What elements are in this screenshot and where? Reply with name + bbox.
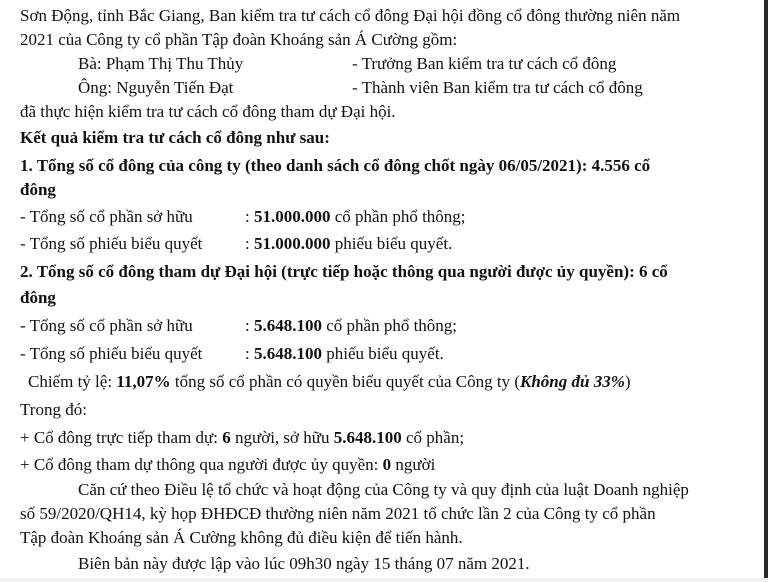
direct-prefix: + Cổ đông trực tiếp tham dự: <box>20 428 218 447</box>
scan-bottom-edge <box>0 578 768 582</box>
proxy-count: 0 <box>382 455 392 474</box>
section-2-heading-cont: đông <box>20 288 56 307</box>
paragraph-line-2: số 59/2020/QH14, kỳ họp ĐHĐCĐ thường niên năm 2021 tổ chức lần 2 của Công ty cổ phần <box>20 504 656 523</box>
sec2-shares-row <box>245 316 457 336</box>
sec2-shares-colon: : <box>245 316 250 335</box>
text-line-company: 2021 của Công ty cổ phần Tập đoàn Khoáng sản Á Cường gồm: <box>20 30 458 49</box>
sec2-shares-value: 5.648.100 <box>253 316 322 335</box>
sec1-shares-row <box>245 207 466 227</box>
direct-attendees-line <box>20 428 464 448</box>
trong-do-label: Trong đó: <box>20 400 87 419</box>
sec2-votes-row <box>245 344 444 364</box>
sec1-votes-value: 51.000.000 <box>253 234 331 253</box>
section-1-heading: 1. Tổng số cổ đông của công ty (theo danh sách cổ đông chốt ngày 06/05/2021): 4.556 cổ <box>20 156 651 175</box>
paragraph-line-1: Căn cứ theo Điều lệ tổ chức và hoạt động của Công ty và quy định của luật Doanh nghiệp <box>78 480 689 499</box>
sec1-votes-colon: : <box>245 234 250 253</box>
scan-edge-shadow <box>764 0 768 582</box>
sec2-shares-unit: cổ phần phổ thông; <box>326 316 458 335</box>
sec2-votes-value: 5.648.100 <box>253 344 322 363</box>
direct-mid: người, sở hữu <box>235 428 330 447</box>
member-2-name: Ông: Nguyễn Tiến Đạt <box>78 78 234 97</box>
sec2-votes-unit: phiếu biểu quyết. <box>326 344 444 363</box>
sec1-votes-row <box>245 234 452 254</box>
member-1-name: Bà: Phạm Thị Thu Thủy <box>78 54 244 73</box>
sec2-votes-label: - Tổng số phiếu biểu quyết <box>20 344 203 363</box>
sec1-votes-label: - Tổng số phiếu biểu quyết <box>20 234 203 253</box>
result-heading: Kết quả kiểm tra tư cách cổ đông như sau: <box>20 128 330 147</box>
sec1-shares-label: - Tổng số cổ phần sở hữu <box>20 207 193 226</box>
section-2-heading: 2. Tổng số cổ đông tham dự Đại hội (trực tiếp hoặc thông qua người được ủy quyền): 6 cổ <box>20 262 668 281</box>
sec2-votes-colon: : <box>245 344 250 363</box>
member-1-role: - Trưởng Ban kiểm tra tư cách cổ đông <box>352 54 617 73</box>
proxy-attendees-line <box>20 455 435 475</box>
ratio-paren-close: ) <box>624 372 631 391</box>
ratio-value: 11,07% <box>116 372 171 391</box>
sec1-shares-colon: : <box>245 207 250 226</box>
direct-count: 6 <box>222 428 231 447</box>
ratio-paren-open: ( <box>514 372 520 391</box>
section-1-heading-cont: đông <box>20 180 56 199</box>
ratio-prefix: Chiếm tỷ lệ: <box>28 372 113 391</box>
sec1-shares-unit: cổ phần phổ thông; <box>334 207 466 226</box>
sec1-shares-value: 51.000.000 <box>253 207 331 226</box>
ratio-note: Không đủ 33% <box>520 372 625 391</box>
member-2-role: - Thành viên Ban kiểm tra tư cách cổ đông <box>352 78 643 97</box>
closing-line: Biên bản này được lập vào lúc 09h30 ngày 15 tháng 07 năm 2021. <box>78 554 530 573</box>
paragraph-line-3: Tập đoàn Khoáng sản Á Cường không đủ điều kiện để tiến hành. <box>20 528 463 547</box>
text-line-location: Sơn Động, tỉnh Bắc Giang, Ban kiểm tra tư cách cổ đông Đại hội đồng cổ đông thường niên năm <box>20 6 681 25</box>
direct-shares: 5.648.100 <box>333 428 402 447</box>
ratio-line <box>28 372 631 392</box>
proxy-suffix: người <box>395 455 436 474</box>
sec1-votes-unit: phiếu biểu quyết. <box>334 234 453 253</box>
direct-suffix: cổ phần; <box>406 428 465 447</box>
proxy-prefix: + Cổ đông tham dự thông qua người được ủy quyền: <box>20 455 379 474</box>
sec2-shares-label: - Tổng số cổ phần sở hữu <box>20 316 193 335</box>
ratio-middle: tổng số cổ phần có quyền biểu quyết của Công ty <box>174 372 511 391</box>
text-line-checked: đã thực hiện kiểm tra tư cách cổ đông tham dự Đại hội. <box>20 102 396 121</box>
